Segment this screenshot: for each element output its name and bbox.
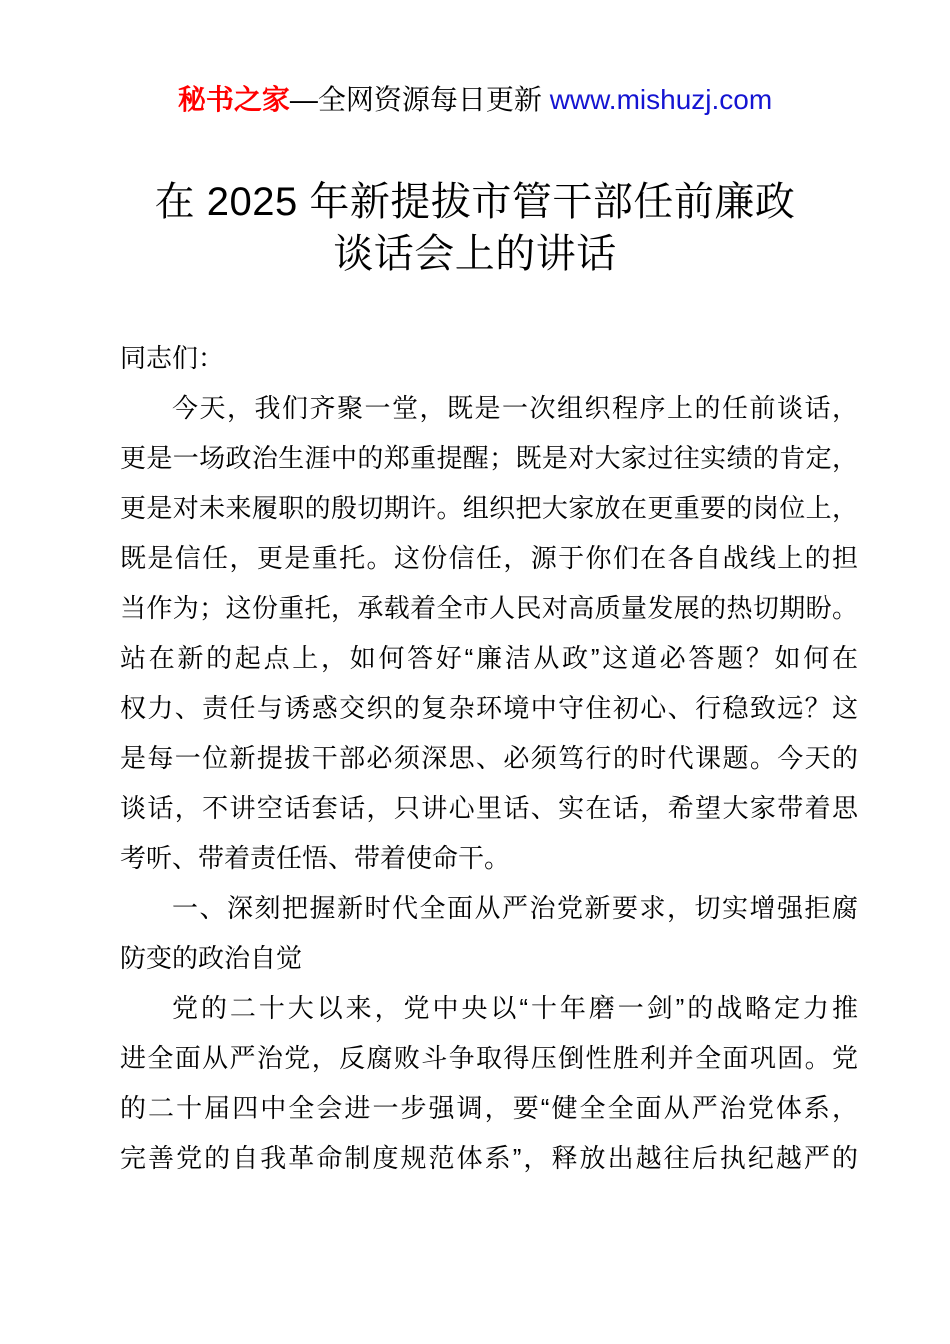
document-body (120, 333, 858, 1183)
text-line: 进全面从严治党，反腐败斗争取得压倒性胜利并全面巩固。党 (120, 1043, 858, 1073)
section-heading-1 (120, 883, 858, 983)
title-line-2: 谈话会上的讲话 (333, 232, 617, 276)
text-line: 是每一位新提拔干部必须深思、必须笃行的时代课题。今天的 (120, 743, 858, 773)
text-line: 更是对未来履职的殷切期许。组织把大家放在更重要的岗位上， (120, 493, 858, 523)
text-line: 防变的政治自觉 (120, 943, 303, 973)
text-line: 同志们： (120, 343, 225, 373)
paragraph-opening (120, 383, 858, 883)
site-tagline: —全网资源每日更新 (289, 84, 542, 115)
text-line: 一、深刻把握新时代全面从严治党新要求，切实增强拒腐 (172, 893, 858, 923)
text-line: 完善党的自我革命制度规范体系”，释放出越往后执纪越严的 (120, 1143, 858, 1173)
site-brand: 秘书之家 (177, 84, 290, 115)
site-header (0, 82, 950, 118)
salutation (120, 333, 858, 383)
text-line: 谈话，不讲空话套话，只讲心里话、实在话，希望大家带着思 (120, 793, 858, 823)
title-line-1: 在 2025 年新提拔市管干部任前廉政 (154, 180, 796, 224)
document-title (0, 176, 950, 280)
paragraph-section-body (120, 983, 858, 1183)
text-line: 权力、责任与诱惑交织的复杂环境中守住初心、行稳致远？这 (120, 693, 858, 723)
text-line: 更是一场政治生涯中的郑重提醒；既是对大家过往实绩的肯定， (120, 443, 858, 473)
text-line: 站在新的起点上，如何答好“廉洁从政”这道必答题？如何在 (120, 643, 858, 673)
text-line: 党的二十大以来，党中央以“十年磨一剑”的战略定力推 (172, 993, 858, 1023)
text-line: 当作为；这份重托，承载着全市人民对高质量发展的热切期盼。 (120, 593, 858, 623)
text-line: 既是信任，更是重托。这份信任，源于你们在各自战线上的担 (120, 543, 858, 573)
text-line: 考听、带着责任悟、带着使命干。 (120, 843, 511, 873)
site-url-link[interactable]: www.mishuzj.com (549, 84, 773, 115)
text-line: 今天，我们齐聚一堂，既是一次组织程序上的任前谈话， (172, 393, 858, 423)
text-line: 的二十届四中全会进一步强调，要“健全全面从严治党体系， (120, 1093, 858, 1123)
